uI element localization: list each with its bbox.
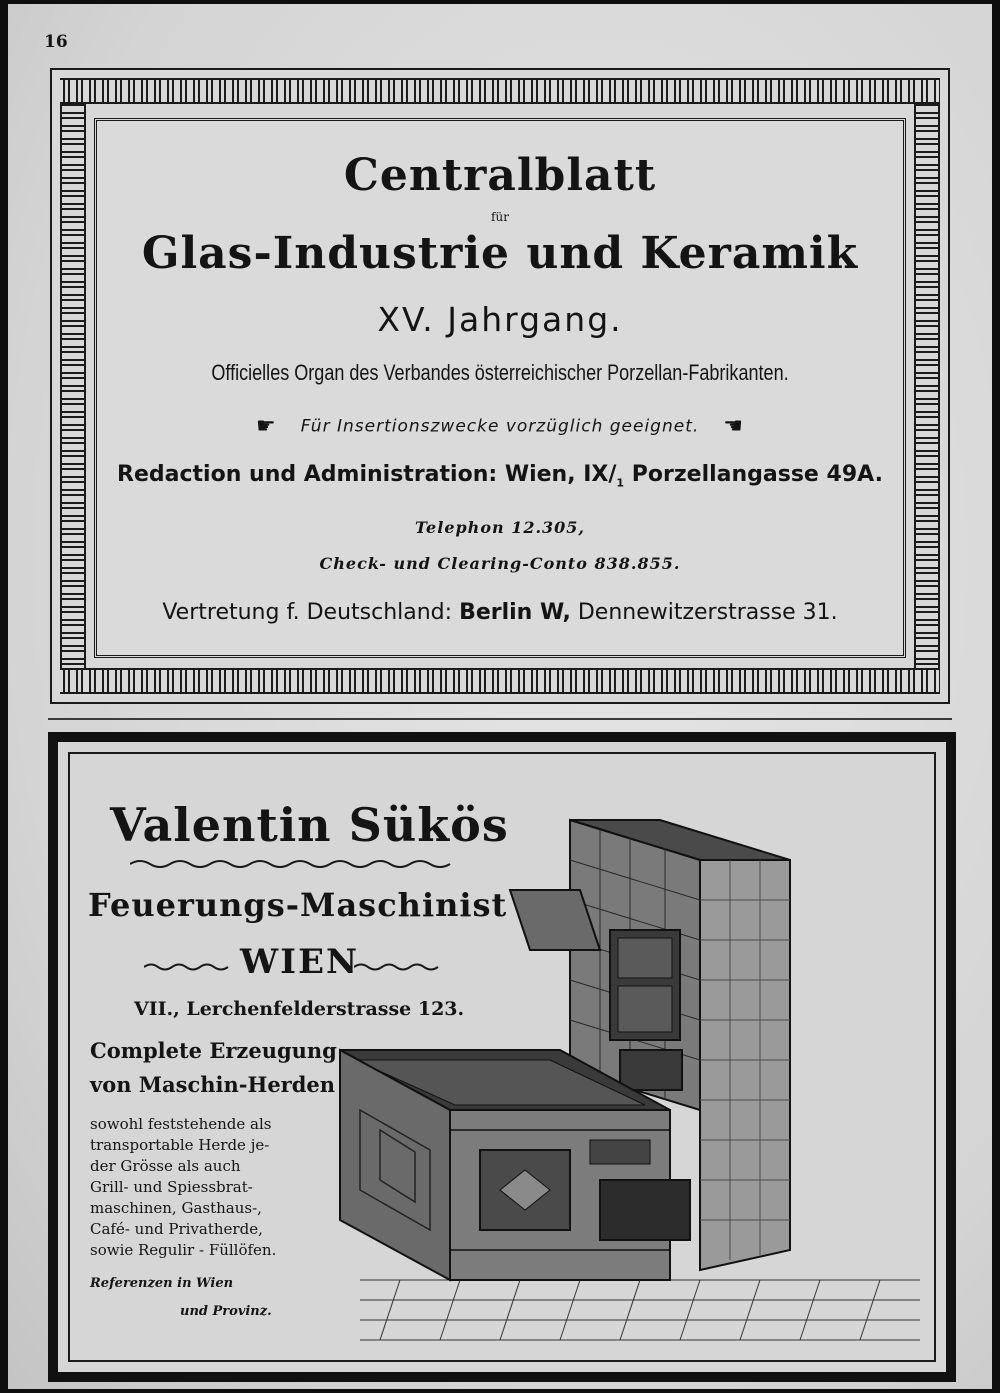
description-line: Grill- und Spiessbrat- [90,1178,253,1196]
references-line1: Referenzen in Wien [90,1276,234,1291]
journal-volume: XV. Jahrgang. [377,300,623,339]
insertion-line [52,414,948,439]
representation-line [52,600,948,625]
advertiser-trade: Feuerungs-Maschinist [88,886,508,924]
kitchen-stove-icon [320,810,940,1370]
redaction-street: Porzellangasse 49A. [631,462,883,487]
telephone-line: Telephon 12.305, [414,518,585,537]
references-line2: und Provinz. [180,1304,272,1319]
redaction-district-sub: 1 [616,476,625,490]
description-line: transportable Herde je- [90,1136,270,1154]
journal-conjunction: für [491,210,509,224]
product-heading-line2: von Maschin-Herden [90,1072,336,1097]
product-description [90,1114,300,1261]
description-line: der Grösse als auch [90,1157,241,1175]
journal-title: Centralblatt [343,150,657,201]
pointing-hand-right-icon: ☛ [255,414,277,439]
description-line: sowie Regulir - Füllöfen. [90,1241,277,1259]
decorative-wave-left [144,962,234,972]
advertiser-name: Valentin Sükös [110,798,509,852]
official-organ-line: Officielles Organ des Verbandes österreichischer Porzellan-Fabrikanten. [211,360,789,385]
description-line: Café- und Privatherde, [90,1220,263,1238]
description-line: maschinen, Gasthaus-, [90,1199,262,1217]
redaction-address [52,462,948,489]
description-line: sowohl feststehende als [90,1115,272,1133]
document-page [8,4,992,1389]
journal-subtitle: Glas-Industrie und Keramik [141,228,859,279]
representation-city: Berlin W, [459,600,571,625]
page-number: 16 [44,32,68,52]
ornament-border-bottom [60,668,940,694]
section-divider [48,718,952,720]
advertiser-city: WIEN [240,942,360,982]
clearing-account-line: Check- und Clearing-Conto 838.855. [319,554,681,573]
insertion-text: Für Insertionszwecke vorzüglich geeignet. [300,416,700,437]
ornament-border-top [60,78,940,104]
advertisement-valentin-sukos [48,732,956,1382]
advertisement-centralblatt [50,68,950,704]
redaction-city: Wien, IX/ [504,462,617,487]
redaction-label: Redaction und Administration: [117,462,498,487]
representation-prefix: Vertretung f. Deutschland: [162,600,453,625]
representation-street: Dennewitzerstrasse 31. [577,600,838,625]
ad-inner-frame [68,752,936,1362]
product-heading-line1: Complete Erzeugung [90,1038,337,1063]
advertiser-address: VII., Lerchenfelderstrasse 123. [134,998,465,1020]
pointing-hand-left-icon: ☚ [723,414,745,439]
